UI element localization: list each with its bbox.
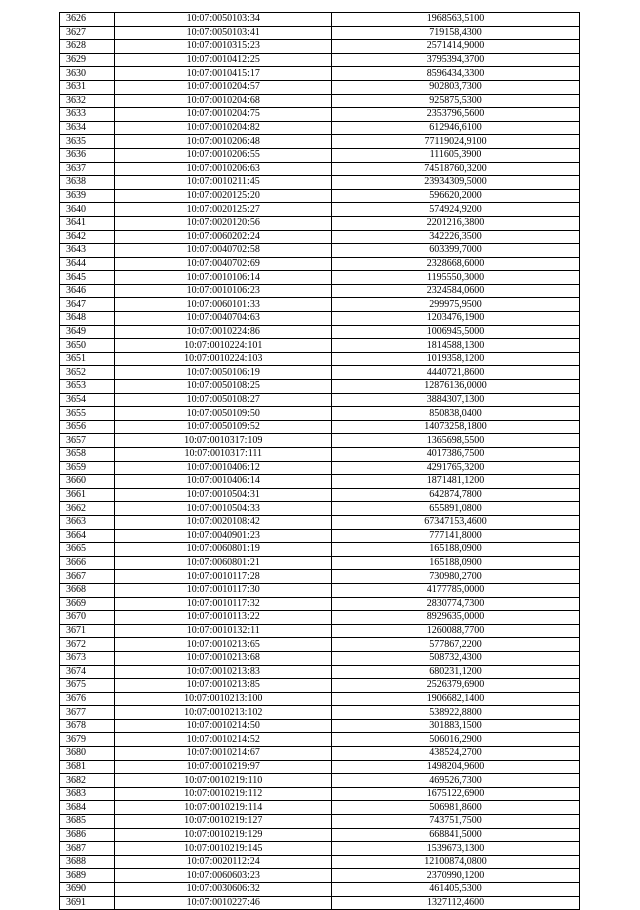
value-cell: 506016,2900 [332, 733, 580, 747]
cadastral-number-cell: 10:07:0010206:63 [115, 162, 332, 176]
row-number-cell: 3678 [60, 719, 115, 733]
cadastral-number-cell: 10:07:0010204:68 [115, 94, 332, 108]
row-number-cell: 3647 [60, 298, 115, 312]
value-cell: 74518760,3200 [332, 162, 580, 176]
cadastral-number-cell: 10:07:0010214:50 [115, 719, 332, 733]
value-cell: 1019358,1200 [332, 352, 580, 366]
row-number-cell: 3687 [60, 842, 115, 856]
table-row [60, 719, 580, 733]
table-row [60, 651, 580, 665]
cadastral-number-cell: 10:07:0030606:32 [115, 883, 332, 897]
cadastral-number-cell: 10:07:0010206:55 [115, 148, 332, 162]
table-row [60, 67, 580, 81]
row-number-cell: 3665 [60, 543, 115, 557]
table-row [60, 176, 580, 190]
row-number-cell: 3660 [60, 475, 115, 489]
value-cell: 596620,2000 [332, 189, 580, 203]
value-cell: 1006945,5000 [332, 325, 580, 339]
table-row [60, 529, 580, 543]
cadastral-number-cell: 10:07:0010117:28 [115, 570, 332, 584]
cadastral-number-cell: 10:07:0060202:24 [115, 230, 332, 244]
cadastral-number-cell: 10:07:0010406:12 [115, 461, 332, 475]
table-row [60, 638, 580, 652]
row-number-cell: 3642 [60, 230, 115, 244]
row-number-cell: 3643 [60, 244, 115, 258]
table-row [60, 747, 580, 761]
cadastral-number-cell: 10:07:0020125:27 [115, 203, 332, 217]
value-cell: 2353796,5600 [332, 108, 580, 122]
document-page [59, 12, 580, 910]
table-row [60, 298, 580, 312]
value-cell: 461405,5300 [332, 883, 580, 897]
value-cell: 1539673,1300 [332, 842, 580, 856]
row-number-cell: 3639 [60, 189, 115, 203]
table-row [60, 162, 580, 176]
row-number-cell: 3689 [60, 869, 115, 883]
table-row [60, 692, 580, 706]
table-body [60, 13, 580, 910]
value-cell: 1195550,3000 [332, 271, 580, 285]
row-number-cell: 3634 [60, 121, 115, 135]
row-number-cell: 3686 [60, 828, 115, 842]
value-cell: 438524,2700 [332, 747, 580, 761]
value-cell: 1260088,7700 [332, 624, 580, 638]
row-number-cell: 3646 [60, 284, 115, 298]
row-number-cell: 3656 [60, 420, 115, 434]
table-row [60, 244, 580, 258]
cadastral-number-cell: 10:07:0010219:129 [115, 828, 332, 842]
cadastral-number-cell: 10:07:0010504:31 [115, 488, 332, 502]
value-cell: 342226,3500 [332, 230, 580, 244]
value-cell: 165188,0900 [332, 543, 580, 557]
row-number-cell: 3691 [60, 896, 115, 910]
row-number-cell: 3657 [60, 434, 115, 448]
value-cell: 2571414,9000 [332, 40, 580, 54]
cadastral-number-cell: 10:07:0010213:102 [115, 706, 332, 720]
table-row [60, 284, 580, 298]
value-cell: 777141,8000 [332, 529, 580, 543]
table-row [60, 583, 580, 597]
cadastral-number-cell: 10:07:0010214:67 [115, 747, 332, 761]
value-cell: 4291765,3200 [332, 461, 580, 475]
cadastral-number-cell: 10:07:0010211:45 [115, 176, 332, 190]
value-cell: 612946,6100 [332, 121, 580, 135]
cadastral-number-cell: 10:07:0020108:42 [115, 515, 332, 529]
row-number-cell: 3674 [60, 665, 115, 679]
cadastral-number-cell: 10:07:0040704:63 [115, 312, 332, 326]
row-number-cell: 3671 [60, 624, 115, 638]
value-cell: 574924,9200 [332, 203, 580, 217]
value-cell: 1203476,1900 [332, 312, 580, 326]
table-row [60, 461, 580, 475]
value-cell: 1871481,1200 [332, 475, 580, 489]
row-number-cell: 3655 [60, 407, 115, 421]
table-row [60, 679, 580, 693]
table-row [60, 502, 580, 516]
cadastral-number-cell: 10:07:0050103:34 [115, 13, 332, 27]
table-row [60, 869, 580, 883]
row-number-cell: 3663 [60, 515, 115, 529]
value-cell: 680231,1200 [332, 665, 580, 679]
row-number-cell: 3629 [60, 53, 115, 67]
value-cell: 902803,7300 [332, 80, 580, 94]
cadastral-number-cell: 10:07:0010219:112 [115, 787, 332, 801]
value-cell: 4017386,7500 [332, 448, 580, 462]
row-number-cell: 3666 [60, 556, 115, 570]
value-cell: 1675122,6900 [332, 787, 580, 801]
row-number-cell: 3652 [60, 366, 115, 380]
cadastral-number-cell: 10:07:0010117:30 [115, 583, 332, 597]
row-number-cell: 3676 [60, 692, 115, 706]
row-number-cell: 3673 [60, 651, 115, 665]
row-number-cell: 3684 [60, 801, 115, 815]
cadastral-number-cell: 10:07:0010204:82 [115, 121, 332, 135]
row-number-cell: 3649 [60, 325, 115, 339]
value-cell: 2328668,6000 [332, 257, 580, 271]
cadastral-number-cell: 10:07:0010406:14 [115, 475, 332, 489]
value-cell: 2201216,3800 [332, 216, 580, 230]
table-row [60, 801, 580, 815]
row-number-cell: 3688 [60, 855, 115, 869]
value-cell: 538922,8800 [332, 706, 580, 720]
row-number-cell: 3637 [60, 162, 115, 176]
cadastral-number-cell: 10:07:0010213:85 [115, 679, 332, 693]
cadastral-number-cell: 10:07:0010315:23 [115, 40, 332, 54]
table-row [60, 13, 580, 27]
table-row [60, 339, 580, 353]
table-row [60, 230, 580, 244]
value-cell: 1814588,1300 [332, 339, 580, 353]
table-row [60, 420, 580, 434]
cadastral-number-cell: 10:07:0010317:109 [115, 434, 332, 448]
table-row [60, 312, 580, 326]
value-cell: 577867,2200 [332, 638, 580, 652]
table-row [60, 366, 580, 380]
row-number-cell: 3661 [60, 488, 115, 502]
row-number-cell: 3653 [60, 380, 115, 394]
cadastral-number-cell: 10:07:0010219:97 [115, 760, 332, 774]
table-row [60, 189, 580, 203]
row-number-cell: 3638 [60, 176, 115, 190]
row-number-cell: 3626 [60, 13, 115, 27]
table-row [60, 774, 580, 788]
row-number-cell: 3669 [60, 597, 115, 611]
table-row [60, 855, 580, 869]
row-number-cell: 3644 [60, 257, 115, 271]
table-row [60, 787, 580, 801]
table-row [60, 828, 580, 842]
cadastral-number-cell: 10:07:0020120:56 [115, 216, 332, 230]
cadastral-number-cell: 10:07:0010213:68 [115, 651, 332, 665]
value-cell: 469526,7300 [332, 774, 580, 788]
row-number-cell: 3681 [60, 760, 115, 774]
row-number-cell: 3627 [60, 26, 115, 40]
table-row [60, 611, 580, 625]
cadastral-number-cell: 10:07:0060101:33 [115, 298, 332, 312]
cadastral-number-cell: 10:07:0050108:27 [115, 393, 332, 407]
cadastral-number-cell: 10:07:0010504:33 [115, 502, 332, 516]
table-row [60, 733, 580, 747]
table-row [60, 842, 580, 856]
row-number-cell: 3670 [60, 611, 115, 625]
cadastral-number-cell: 10:07:0010415:17 [115, 67, 332, 81]
row-number-cell: 3651 [60, 352, 115, 366]
value-cell: 12100874,0800 [332, 855, 580, 869]
table-row [60, 80, 580, 94]
value-cell: 719158,4300 [332, 26, 580, 40]
row-number-cell: 3641 [60, 216, 115, 230]
row-number-cell: 3645 [60, 271, 115, 285]
cadastral-number-cell: 10:07:0060801:21 [115, 556, 332, 570]
value-cell: 111605,3900 [332, 148, 580, 162]
table-row [60, 760, 580, 774]
value-cell: 1327112,4600 [332, 896, 580, 910]
value-cell: 668841,5000 [332, 828, 580, 842]
cadastral-number-cell: 10:07:0010224:103 [115, 352, 332, 366]
table-row [60, 40, 580, 54]
value-cell: 1498204,9600 [332, 760, 580, 774]
table-row [60, 257, 580, 271]
table-row [60, 203, 580, 217]
row-number-cell: 3668 [60, 583, 115, 597]
row-number-cell: 3667 [60, 570, 115, 584]
row-number-cell: 3690 [60, 883, 115, 897]
cadastral-number-cell: 10:07:0010219:110 [115, 774, 332, 788]
row-number-cell: 3650 [60, 339, 115, 353]
value-cell: 1365698,5500 [332, 434, 580, 448]
cadastral-number-cell: 10:07:0010224:86 [115, 325, 332, 339]
cadastral-number-cell: 10:07:0050109:50 [115, 407, 332, 421]
table-row [60, 393, 580, 407]
table-row [60, 665, 580, 679]
cadastral-number-cell: 10:07:0010214:52 [115, 733, 332, 747]
cadastral-number-cell: 10:07:0010132:11 [115, 624, 332, 638]
value-cell: 2830774,7300 [332, 597, 580, 611]
row-number-cell: 3640 [60, 203, 115, 217]
value-cell: 850838,0400 [332, 407, 580, 421]
cadastral-number-cell: 10:07:0020112:24 [115, 855, 332, 869]
cadastral-number-cell: 10:07:0010206:48 [115, 135, 332, 149]
cadastral-number-cell: 10:07:0010219:145 [115, 842, 332, 856]
cadastral-number-cell: 10:07:0010204:57 [115, 80, 332, 94]
value-cell: 1906682,1400 [332, 692, 580, 706]
table-row [60, 135, 580, 149]
table-row [60, 556, 580, 570]
cadastral-number-cell: 10:07:0040901:23 [115, 529, 332, 543]
cadastral-number-cell: 10:07:0010106:14 [115, 271, 332, 285]
value-cell: 508732,4300 [332, 651, 580, 665]
row-number-cell: 3683 [60, 787, 115, 801]
value-cell: 8596434,3300 [332, 67, 580, 81]
cadastral-number-cell: 10:07:0010117:32 [115, 597, 332, 611]
value-cell: 925875,5300 [332, 94, 580, 108]
cadastral-number-cell: 10:07:0010113:22 [115, 611, 332, 625]
row-number-cell: 3658 [60, 448, 115, 462]
value-cell: 299975,9500 [332, 298, 580, 312]
table-row [60, 624, 580, 638]
row-number-cell: 3659 [60, 461, 115, 475]
cadastral-number-cell: 10:07:0010224:101 [115, 339, 332, 353]
row-number-cell: 3654 [60, 393, 115, 407]
table-row [60, 706, 580, 720]
table-row [60, 475, 580, 489]
row-number-cell: 3632 [60, 94, 115, 108]
row-number-cell: 3630 [60, 67, 115, 81]
table-row [60, 121, 580, 135]
table-row [60, 352, 580, 366]
table-row [60, 216, 580, 230]
cadastral-number-cell: 10:07:0010106:23 [115, 284, 332, 298]
value-cell: 2526379,6900 [332, 679, 580, 693]
cadastral-number-cell: 10:07:0050108:25 [115, 380, 332, 394]
value-cell: 2324584,0600 [332, 284, 580, 298]
cadastral-value-table [59, 12, 580, 910]
value-cell: 655891,0800 [332, 502, 580, 516]
table-row [60, 883, 580, 897]
cadastral-number-cell: 10:07:0040702:69 [115, 257, 332, 271]
cadastral-number-cell: 10:07:0010317:111 [115, 448, 332, 462]
row-number-cell: 3631 [60, 80, 115, 94]
table-row [60, 434, 580, 448]
row-number-cell: 3633 [60, 108, 115, 122]
row-number-cell: 3648 [60, 312, 115, 326]
row-number-cell: 3677 [60, 706, 115, 720]
value-cell: 743751,7500 [332, 815, 580, 829]
row-number-cell: 3680 [60, 747, 115, 761]
table-row [60, 597, 580, 611]
cadastral-number-cell: 10:07:0020125:20 [115, 189, 332, 203]
table-row [60, 815, 580, 829]
value-cell: 506981,8600 [332, 801, 580, 815]
value-cell: 67347153,4600 [332, 515, 580, 529]
cadastral-number-cell: 10:07:0050109:52 [115, 420, 332, 434]
row-number-cell: 3662 [60, 502, 115, 516]
value-cell: 642874,7800 [332, 488, 580, 502]
cadastral-number-cell: 10:07:0060603:23 [115, 869, 332, 883]
cadastral-number-cell: 10:07:0040702:58 [115, 244, 332, 258]
cadastral-number-cell: 10:07:0010213:65 [115, 638, 332, 652]
table-row [60, 407, 580, 421]
table-row [60, 26, 580, 40]
value-cell: 3884307,1300 [332, 393, 580, 407]
value-cell: 8929635,0000 [332, 611, 580, 625]
table-row [60, 543, 580, 557]
row-number-cell: 3682 [60, 774, 115, 788]
row-number-cell: 3675 [60, 679, 115, 693]
cadastral-number-cell: 10:07:0010219:127 [115, 815, 332, 829]
value-cell: 4177785,0000 [332, 583, 580, 597]
cadastral-number-cell: 10:07:0010204:75 [115, 108, 332, 122]
table-row [60, 896, 580, 910]
cadastral-number-cell: 10:07:0010213:83 [115, 665, 332, 679]
cadastral-number-cell: 10:07:0010227:46 [115, 896, 332, 910]
value-cell: 2370990,1200 [332, 869, 580, 883]
row-number-cell: 3636 [60, 148, 115, 162]
table-row [60, 53, 580, 67]
cadastral-number-cell: 10:07:0010412:25 [115, 53, 332, 67]
table-row [60, 94, 580, 108]
table-row [60, 148, 580, 162]
value-cell: 1968563,5100 [332, 13, 580, 27]
value-cell: 301883,1500 [332, 719, 580, 733]
cadastral-number-cell: 10:07:0010213:100 [115, 692, 332, 706]
cadastral-number-cell: 10:07:0050103:41 [115, 26, 332, 40]
table-row [60, 271, 580, 285]
value-cell: 165188,0900 [332, 556, 580, 570]
row-number-cell: 3679 [60, 733, 115, 747]
row-number-cell: 3628 [60, 40, 115, 54]
table-row [60, 515, 580, 529]
cadastral-number-cell: 10:07:0060801:19 [115, 543, 332, 557]
value-cell: 23934309,5000 [332, 176, 580, 190]
value-cell: 3795394,3700 [332, 53, 580, 67]
row-number-cell: 3685 [60, 815, 115, 829]
table-row [60, 108, 580, 122]
table-row [60, 570, 580, 584]
value-cell: 14073258,1800 [332, 420, 580, 434]
value-cell: 4440721,8600 [332, 366, 580, 380]
value-cell: 603399,7000 [332, 244, 580, 258]
row-number-cell: 3664 [60, 529, 115, 543]
cadastral-number-cell: 10:07:0050106:19 [115, 366, 332, 380]
value-cell: 12876136,0000 [332, 380, 580, 394]
row-number-cell: 3672 [60, 638, 115, 652]
cadastral-number-cell: 10:07:0010219:114 [115, 801, 332, 815]
value-cell: 730980,2700 [332, 570, 580, 584]
row-number-cell: 3635 [60, 135, 115, 149]
table-row [60, 448, 580, 462]
value-cell: 77119024,9100 [332, 135, 580, 149]
table-row [60, 488, 580, 502]
table-row [60, 380, 580, 394]
table-row [60, 325, 580, 339]
